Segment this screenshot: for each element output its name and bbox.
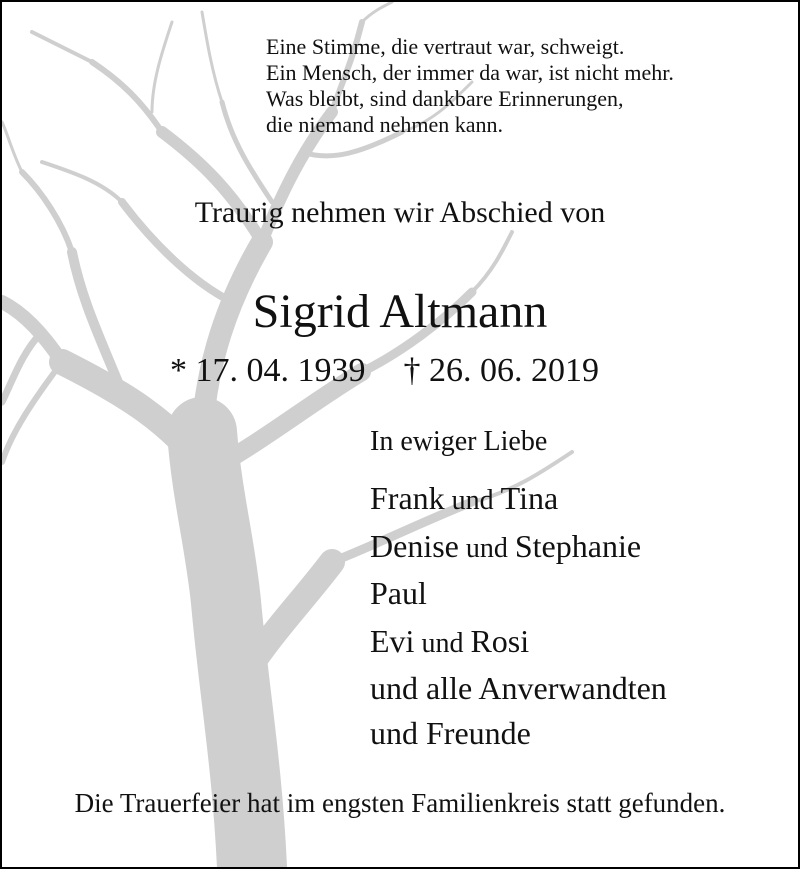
mourner-conjunction: und xyxy=(458,532,515,564)
mourner-line xyxy=(370,666,667,711)
farewell-intro: Traurig nehmen wir Abschied von xyxy=(194,196,606,229)
death-date: † 26. 06. 2019 xyxy=(403,352,599,389)
mourner-line xyxy=(370,476,667,524)
mourner-line xyxy=(370,524,667,572)
mourner-name: Frank xyxy=(370,480,445,516)
poem-verse xyxy=(266,34,674,138)
poem-line: Ein Mensch, der immer da war, ist nicht mehr. xyxy=(266,60,674,85)
mourner-name: Stephanie xyxy=(514,527,642,564)
poem-line: Eine Stimme, die vertraut war, schweigt. xyxy=(266,34,625,59)
mourner-name: Rosi xyxy=(470,622,530,659)
poem-line: die niemand nehmen kann. xyxy=(266,112,504,137)
mourner-conjunction: und xyxy=(414,627,471,659)
mourner-name: Denise xyxy=(370,527,459,564)
mourners-heading: In ewiger Liebe xyxy=(370,426,548,457)
mourner-line xyxy=(370,571,667,619)
mourner-relatives: und alle Anverwandten xyxy=(370,670,667,706)
mourner-name: Evi xyxy=(370,622,415,659)
ceremony-note: Die Trauerfeier hat im engsten Familienkreis statt gefunden. xyxy=(74,788,726,818)
mourner-line xyxy=(370,619,667,667)
mourner-friends: und Freunde xyxy=(370,714,531,751)
life-dates xyxy=(170,354,599,388)
birth-date: * 17. 04. 1939 xyxy=(170,352,366,389)
mourner-name: Paul xyxy=(370,575,427,611)
mourner-conjunction: und xyxy=(444,485,501,516)
poem-line: Was bleibt, sind dankbare Erinnerungen, xyxy=(266,86,624,111)
deceased-name: Sigrid Altmann xyxy=(252,285,548,338)
mourner-line xyxy=(370,711,667,756)
mourner-name: Tina xyxy=(500,480,559,516)
mourners-list xyxy=(370,476,667,755)
